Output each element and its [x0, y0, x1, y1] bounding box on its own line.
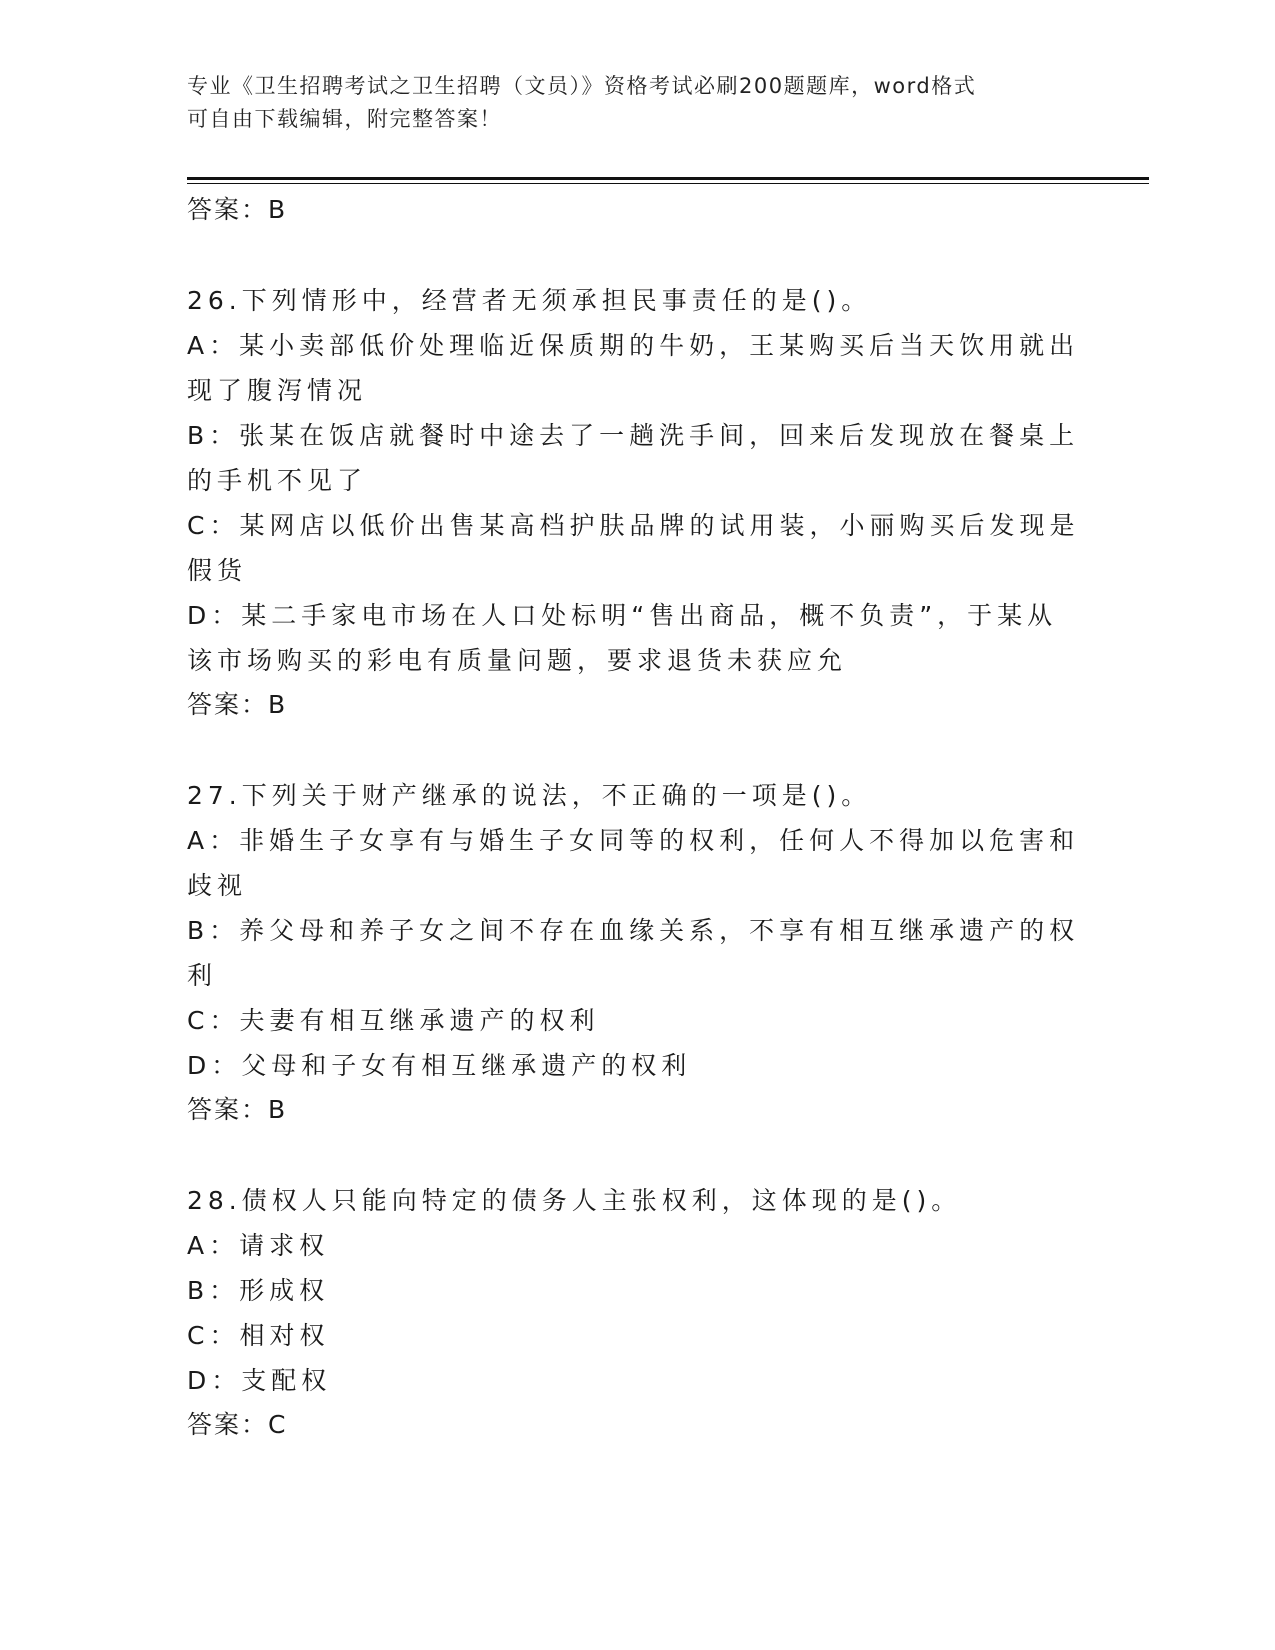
- question-stem: 28.债权人只能向特定的债务人主张权利，这体现的是()。: [187, 1186, 962, 1215]
- option-b: B：形成权: [187, 1276, 330, 1305]
- option-c: C：夫妻有相互继承遗产的权利: [187, 1006, 600, 1035]
- document-header: [187, 70, 1067, 136]
- option-a: A：某小卖部低价处理临近保质期的牛奶，王某购买后当天饮用就出现了腹泻情况: [187, 331, 1080, 405]
- answer: 答案：C: [187, 1410, 288, 1439]
- answer: 答案：B: [187, 690, 288, 719]
- option-d: D：某二手家电市场在人口处标明“售出商品，概不负责”，于某从该市场购买的彩电有质量问题，要求退货未获应允: [187, 601, 1058, 675]
- option-d: D：支配权: [187, 1366, 332, 1395]
- header-line-2: 可自由下载编辑，附完整答案！: [187, 107, 502, 131]
- previous-answer: 答案：B: [187, 195, 288, 224]
- spacer: [187, 727, 1087, 773]
- spacer: [187, 232, 1087, 278]
- option-c: C：某网店以低价出售某高档护肤品牌的试用装，小丽购买后发现是假货: [187, 511, 1080, 585]
- header-rule-thick: [187, 177, 1149, 180]
- question-stem: 27.下列关于财产继承的说法，不正确的一项是()。: [187, 781, 872, 810]
- answer: 答案：B: [187, 1095, 288, 1124]
- option-c: C：相对权: [187, 1321, 330, 1350]
- question-stem: 26.下列情形中，经营者无须承担民事责任的是()。: [187, 286, 872, 315]
- option-d: D：父母和子女有相互继承遗产的权利: [187, 1051, 692, 1080]
- question-list: [187, 188, 1087, 1447]
- question-26: [187, 278, 1087, 727]
- header-line-1: 专业《卫生招聘考试之卫生招聘（文员）》资格考试必刷200题题库，word格式: [187, 74, 977, 98]
- question-27: [187, 773, 1087, 1132]
- question-28: [187, 1178, 1087, 1447]
- option-a: A：非婚生子女享有与婚生子女同等的权利，任何人不得加以危害和歧视: [187, 826, 1080, 900]
- spacer: [187, 1132, 1087, 1178]
- header-rule-thin: [187, 183, 1149, 184]
- option-b: B：养父母和养子女之间不存在血缘关系，不享有相互继承遗产的权利: [187, 916, 1080, 990]
- option-a: A：请求权: [187, 1231, 330, 1260]
- option-b: B：张某在饭店就餐时中途去了一趟洗手间，回来后发现放在餐桌上的手机不见了: [187, 421, 1080, 495]
